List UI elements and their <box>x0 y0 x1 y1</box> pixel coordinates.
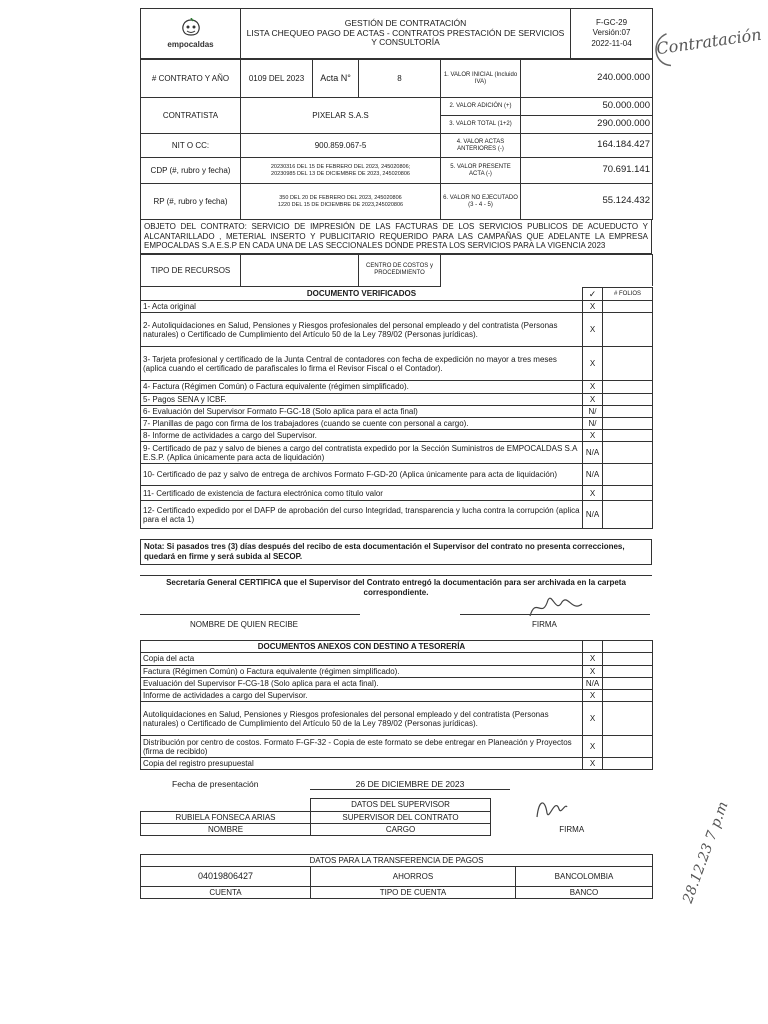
centro-costos-value <box>441 254 653 286</box>
item-folios <box>603 347 653 381</box>
value-amount-3: 290.000.000 <box>521 116 653 134</box>
logo-cell <box>141 9 241 59</box>
item-mark: X <box>583 313 603 347</box>
supervisor-table <box>140 798 653 836</box>
item-text: Evaluación del Supervisor F-CG-18 (Solo aplica para el acta final). <box>141 677 583 689</box>
supervisor-signature-scribble <box>531 795 571 823</box>
title-line2: LISTA CHEQUEO PAGO DE ACTAS - CONTRATOS PRESTACIÓN DE SERVICIOS Y CONSULTORÍA <box>246 27 565 48</box>
docs-check-header: ✓ <box>583 287 603 300</box>
item-text: Informe de actividades a cargo del Supervisor. <box>141 690 583 702</box>
anexos-folios-header <box>603 641 653 653</box>
supervisor-cargo: SUPERVISOR DEL CONTRATO <box>311 811 491 823</box>
item-text: 5- Pagos SENA y ICBF. <box>141 393 583 405</box>
transfer-banco: BANCOLOMBIA <box>516 867 653 887</box>
item-mark: N/ <box>583 405 603 417</box>
value-label-6: 6. VALOR NO EJECUTADO (3 - 4 - 5) <box>441 184 521 220</box>
item-text: Factura (Régimen Común) o Factura equivalente (régimen simplificado). <box>141 665 583 677</box>
item-text: 8- Informe de actividades a cargo del Supervisor. <box>141 430 583 442</box>
item-text: 4- Factura (Régimen Común) o Factura equivalente (régimen simplificado). <box>141 381 583 393</box>
transfer-tipo-label: TIPO DE CUENTA <box>311 887 516 899</box>
item-mark: X <box>583 430 603 442</box>
item-mark: X <box>583 301 603 313</box>
handwritten-date: 28.12.23 7 p.m <box>680 799 732 906</box>
item-text: 7- Planillas de pago con firma de los trabajadores (cuando se cuente con personal a cargo). <box>141 417 583 429</box>
transfer-banco-label: BANCO <box>516 887 653 899</box>
contrato-label: # CONTRATO Y AÑO <box>141 60 241 98</box>
fecha-label: Fecha de presentación <box>172 779 259 790</box>
item-mark: X <box>583 665 603 677</box>
tipo-recursos-value <box>241 254 359 286</box>
table-row <box>141 417 653 429</box>
code-cell <box>571 9 653 59</box>
tipo-recursos-label: TIPO DE RECURSOS <box>141 254 241 286</box>
item-mark: X <box>583 690 603 702</box>
table-row <box>141 690 653 702</box>
item-folios <box>603 690 653 702</box>
item-mark: N/A <box>583 464 603 486</box>
transfer-cuenta: 04019806427 <box>141 867 311 887</box>
empocaldas-logo-icon <box>178 18 204 40</box>
contratista-label: CONTRATISTA <box>141 98 241 134</box>
value-label-5: 5. VALOR PRESENTE ACTA (-) <box>441 158 521 184</box>
supervisor-blank-left <box>141 799 311 811</box>
item-mark: N/ <box>583 417 603 429</box>
item-folios <box>603 313 653 347</box>
item-folios <box>603 758 653 770</box>
item-mark: X <box>583 736 603 758</box>
cdp-value: 20230316 DEL 15 DE FEBRERO DEL 2023, 245020806; 20230985 DEL 13 DE DICIEMBRE DE 2023, 245020806 <box>241 158 441 184</box>
item-text: 12- Certificado expedido por el DAFP de aprobación del curso Integridad, transparencia y lucha contra la corrupción (aplica para el acta 1) <box>141 501 583 529</box>
transfer-table <box>140 854 653 899</box>
table-row <box>141 758 653 770</box>
handwritten-contratacion: Contratación <box>655 25 762 59</box>
recursos-table <box>140 254 653 287</box>
item-folios <box>603 486 653 501</box>
value-amount-5: 70.691.141 <box>521 158 653 184</box>
anexos-check-header <box>583 641 603 653</box>
nombre-recibe-line <box>140 614 360 615</box>
value-label-3: 3. VALOR TOTAL (1+2) <box>441 116 521 134</box>
table-row <box>141 442 653 464</box>
value-amount-4: 164.184.427 <box>521 134 653 158</box>
acta-value: 8 <box>359 60 441 98</box>
table-row <box>141 430 653 442</box>
item-text: 11- Certificado de existencia de factura electrónica como título valor <box>141 486 583 501</box>
documents-table <box>140 287 653 529</box>
item-mark: X <box>583 393 603 405</box>
table-row <box>141 381 653 393</box>
supervisor-firma-label: FIRMA <box>559 825 585 835</box>
item-folios <box>603 301 653 313</box>
item-folios <box>603 442 653 464</box>
secretaria-certifica: Secretaría General CERTIFICA que el Supervisor del Contrato entregó la documentación para ser archivada en la carpeta correspondiente. <box>140 575 652 600</box>
table-row <box>141 702 653 736</box>
item-folios <box>603 702 653 736</box>
firma-label: FIRMA <box>532 620 557 630</box>
item-text: 2- Autoliquidaciones en Salud, Pensiones y Riesgos profesionales del personal empleado y del contratista (Personas naturales) o Certificado de Cumplimiento del Artículo 50 de la Ley 789/02 (Personas jurídicas). <box>141 313 583 347</box>
signature-row <box>140 614 652 640</box>
acta-label: Acta N° <box>313 60 359 98</box>
item-text: Autoliquidaciones en Salud, Pensiones y Riesgos profesionales del personal empleado y del contratista (Personas naturales) o Certificado de Cumplimiento del Artículo 50 de la Ley 789/02 (Personas jurídicas). <box>141 702 583 736</box>
form-date: 2022-11-04 <box>591 38 632 48</box>
form-header <box>140 8 653 59</box>
value-amount-2: 50.000.000 <box>521 98 653 116</box>
value-amount-1: 240.000.000 <box>521 60 653 98</box>
item-folios <box>603 665 653 677</box>
table-row <box>141 501 653 529</box>
supervisor-header: DATOS DEL SUPERVISOR <box>311 799 491 811</box>
table-row <box>141 486 653 501</box>
table-row <box>141 665 653 677</box>
table-row <box>141 393 653 405</box>
form-page <box>140 8 652 899</box>
fecha-row <box>140 776 652 794</box>
table-row <box>141 653 653 665</box>
item-folios <box>603 501 653 529</box>
item-text: Distribución por centro de costos. Formato F-GF-32 - Copia de este formato se debe entregar en Planeación y Proyectos (firma de recibido) <box>141 736 583 758</box>
item-mark: X <box>583 758 603 770</box>
table-row <box>141 301 653 313</box>
rp-label: RP (#, rubro y fecha) <box>141 184 241 220</box>
folios-header: # FOLIOS <box>603 287 653 300</box>
item-folios <box>603 653 653 665</box>
anexos-header: DOCUMENTOS ANEXOS CON DESTINO A TESORERÍA <box>141 641 583 653</box>
documents-list <box>141 301 653 529</box>
nombre-recibe-label: NOMBRE DE QUIEN RECIBE <box>190 620 299 630</box>
value-label-2: 2. VALOR ADICIÓN (+) <box>441 98 521 116</box>
transfer-tipo: AHORROS <box>311 867 516 887</box>
supervisor-name: RUBIELA FONSECA ARIAS <box>141 811 311 823</box>
contrato-value: 0109 DEL 2023 <box>241 60 313 98</box>
item-folios <box>603 430 653 442</box>
anexos-list <box>141 653 653 770</box>
rp-value: 350 DEL 20 DE FEBRERO DEL 2023, 245020806 1220 DEL 15 DE DICIEMBRE DE 2023,245020806 <box>241 184 441 220</box>
item-text: Copia del acta <box>141 653 583 665</box>
form-code: F-GC-29 <box>595 17 628 27</box>
objeto-contrato: OBJETO DEL CONTRATO: SERVICIO DE IMPRESIÓN DE LAS FACTURAS DE LOS SERVICIOS PUBLICOS DE ACUEDUCTO Y ALCANTARILLADO , METERIAL INSERTO Y PUBLICITARIO REQUERIDO PARA LAS CAMPAÑAS QUE ADELANTE LA EMPRESA EMPOCALDAS S.A E.S.P EN CADA UNA DE LAS SECCIONALES DONDE PRESTA LOS SERVICIOS PARA LA VIGENCIA 2023 <box>140 220 652 254</box>
item-mark: N/A <box>583 677 603 689</box>
nit-value: 900.859.067-5 <box>241 134 441 158</box>
cdp-label: CDP (#, rubro y fecha) <box>141 158 241 184</box>
anexos-table <box>140 640 653 770</box>
item-text: 6- Evaluación del Supervisor Formato F-GC-18 (Solo aplica para el acta final) <box>141 405 583 417</box>
contratista-value: PIXELAR S.A.S <box>241 98 441 134</box>
supervisor-cargo-label: CARGO <box>311 823 491 835</box>
value-amount-6: 55.124.432 <box>521 184 653 220</box>
table-row <box>141 347 653 381</box>
table-row <box>141 313 653 347</box>
form-version: Versión:07 <box>592 28 631 38</box>
supervisor-name-label: NOMBRE <box>141 823 311 835</box>
docs-header: DOCUMENTO VERIFICADOS <box>141 287 583 300</box>
transfer-cuenta-label: CUENTA <box>141 887 311 899</box>
item-folios <box>603 393 653 405</box>
firma-signature-scribble <box>526 592 586 622</box>
item-folios <box>603 405 653 417</box>
item-text: 3- Tarjeta profesional y certificado de la Junta Central de contadores con fecha de expedición no mayor a tres meses (aplica cuando el certificado de parafiscales lo firma el Revisor Fiscal o el Contador). <box>141 347 583 381</box>
value-label-4: 4. VALOR ACTAS ANTERIORES (-) <box>441 134 521 158</box>
title-cell <box>241 9 571 59</box>
item-mark: X <box>583 702 603 736</box>
centro-costos-label: CENTRO DE COSTOS y PROCEDIMIENTO <box>359 254 441 286</box>
table-row <box>141 405 653 417</box>
transfer-header: DATOS PARA LA TRANSFERENCIA DE PAGOS <box>141 854 653 866</box>
item-mark: X <box>583 653 603 665</box>
supervisor-firma-cell <box>491 811 653 835</box>
item-text: Copia del registro presupuestal <box>141 758 583 770</box>
item-folios <box>603 464 653 486</box>
table-row <box>141 736 653 758</box>
item-mark: N/A <box>583 442 603 464</box>
item-folios <box>603 417 653 429</box>
item-mark: X <box>583 381 603 393</box>
item-folios <box>603 677 653 689</box>
item-folios <box>603 381 653 393</box>
logo-text: empocaldas <box>167 39 214 49</box>
fecha-value: 26 DE DICIEMBRE DE 2023 <box>310 779 510 790</box>
supervisor-blank-right <box>491 799 653 811</box>
contract-table <box>140 59 653 220</box>
note-box: Nota: Si pasados tres (3) días después del recibo de esta documentación el Supervisor del contrato no presenta correcciones, quedará en firme y será subida al SECOP. <box>140 539 652 565</box>
item-text: 9- Certificado de paz y salvo de bienes a cargo del contratista expedido por la Sección Suministros de EMPOCALDAS S.A E.S.P. (Aplica únicamente para acta de liquidación) <box>141 442 583 464</box>
nit-label: NIT O CC: <box>141 134 241 158</box>
item-mark: X <box>583 347 603 381</box>
title-line1: GESTIÓN DE CONTRATACIÓN <box>344 17 467 28</box>
item-mark: N/A <box>583 501 603 529</box>
item-folios <box>603 736 653 758</box>
table-row <box>141 464 653 486</box>
item-text: 10- Certificado de paz y salvo de entrega de archivos Formato F-GD-20 (Aplica únicamente para acta de liquidación) <box>141 464 583 486</box>
item-text: 1- Acta original <box>141 301 583 313</box>
contratacion-stamp-circle <box>646 17 760 72</box>
table-row <box>141 677 653 689</box>
item-mark: X <box>583 486 603 501</box>
value-label-1: 1. VALOR INICIAL (Incluido IVA) <box>441 60 521 98</box>
